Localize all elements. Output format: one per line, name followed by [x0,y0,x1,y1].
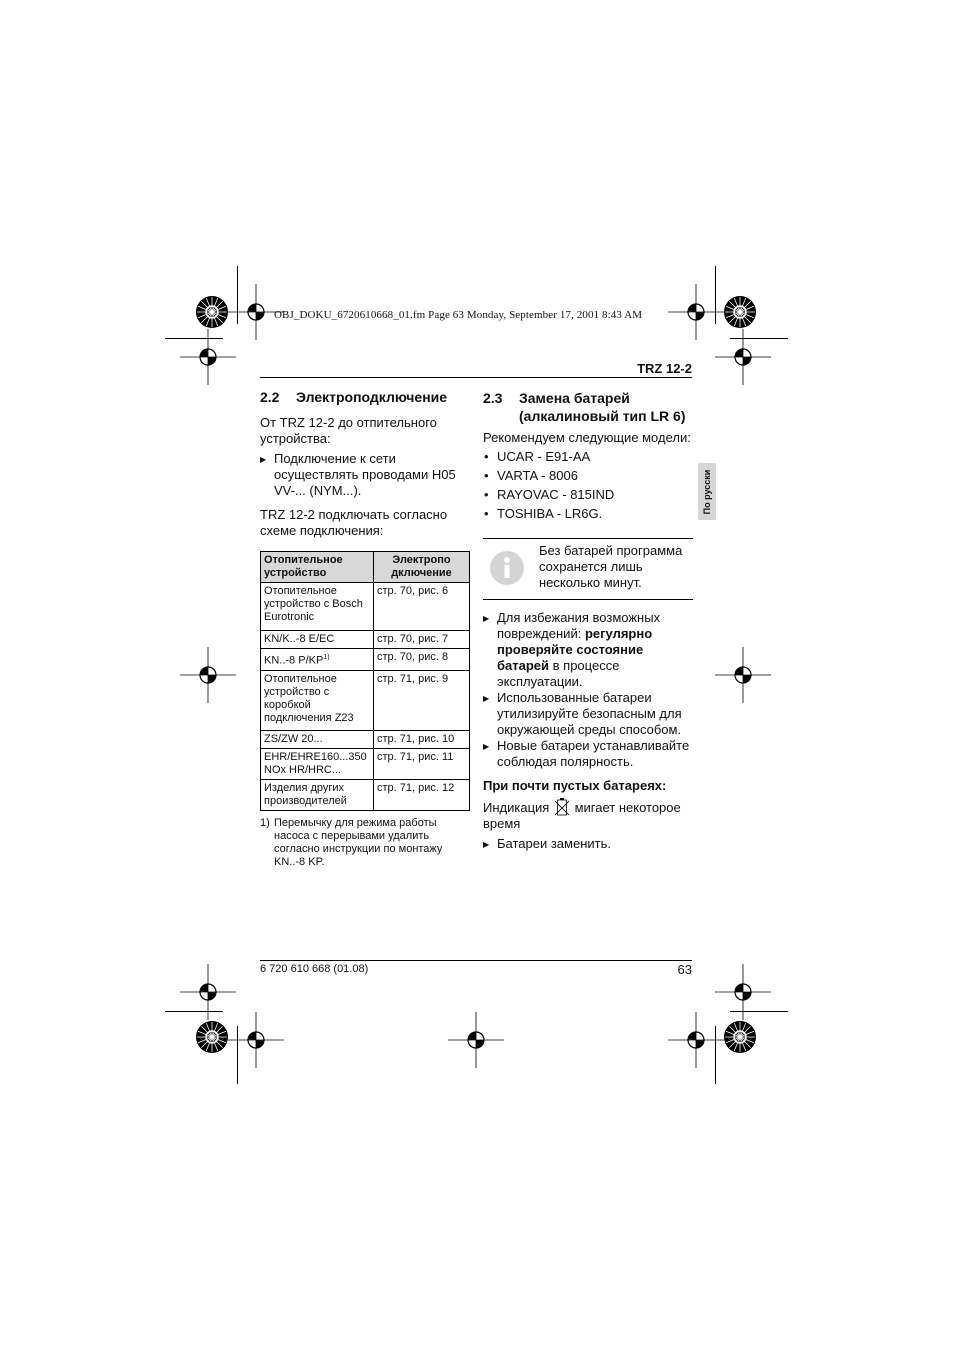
left-intro: От TRZ 12-2 до отпительного устройства: [260,415,437,446]
table-row: EHR/EHRE160...350 NOx HR/HRC... стр. 71, рис. 11 [261,748,470,779]
indicator-text: Индикация мигает некоторое время [483,800,681,831]
footer-rule [260,960,692,961]
footer-code: 6 720 610 668 (01.08) [260,963,369,975]
connection-table [260,551,470,811]
list-item: • UCAR - E91-AA [483,449,693,465]
table-row: Отопительное устройство с Bosch Eurotronic стр. 70, рис. 6 [261,583,470,631]
footnote: 1) Перемычку для режима работы насоса с перерывами удалить согласно инструкции по монтажу KN..-8 KP. [260,816,443,868]
table-row: KN..-8 P/KP$^{1)}$ стр. 70, рис. 8 [261,649,470,671]
bullet-replace: ▶ Батареи заменить. [483,836,693,852]
table-row: Изделия других производителей стр. 71, рис. 12 [261,779,470,810]
section-2-2-title: 2.2 Электроподключение [260,389,448,405]
table-head-connection: Электропо дключение [374,552,470,583]
left-bullet: ▶ Подключение к сети осуществлять проводами H05 VV-... (NYM...). [260,451,470,499]
header-model: TRZ 12-2 [637,361,692,376]
print-slug: OBJ_DOKU_6720610668_01.fm Page 63 Monday, September 17, 2001 8:43 AM [274,309,643,321]
list-item: • RAYOVAC - 815IND [483,487,693,503]
table-head-device: Отопительное устройство [261,552,374,583]
bullet-dispose: ▶ Использованные батареи утилизируйте безопасным для окружающей среды способом. [483,690,693,738]
low-battery-title: При почти пустых батареях: [483,778,667,793]
section-2-3-title: 2.3 Замена батарей (алкалиновый тип LR 6) [483,390,686,424]
table-row: Отопительное устройство с коробкой подключения Z23 стр. 71, рис. 9 [261,670,470,730]
table-row: ZS/ZW 20... стр. 71, рис. 10 [261,730,470,748]
page-number: 63 [677,962,692,977]
bullet-check: ▶ Для избежания возможных повреждений: регулярно проверяйте состояние батарей в процессе эксплуатации. [483,610,693,690]
info-icon [490,551,524,585]
language-tab: По русски [698,463,716,520]
left-column [260,389,470,869]
list-item: • VARTA - 8006 [483,468,693,484]
recommend-text: Рекомендуем следующие модели: [483,430,691,445]
info-note: Без батарей программа сохранется лишь несколько минут. [483,538,693,600]
bullet-polarity: ▶ Новые батареи устанавливайте соблюдая полярность. [483,738,693,770]
battery-warning-icon [555,798,569,816]
list-item: • TOSHIBA - LR6G. [483,506,693,522]
left-para: TRZ 12-2 подключать согласно схеме подключения: [260,507,448,538]
table-row: KN/K..-8 E/EC стр. 70, рис. 7 [261,631,470,649]
right-column [483,389,693,852]
header-rule [260,377,692,378]
